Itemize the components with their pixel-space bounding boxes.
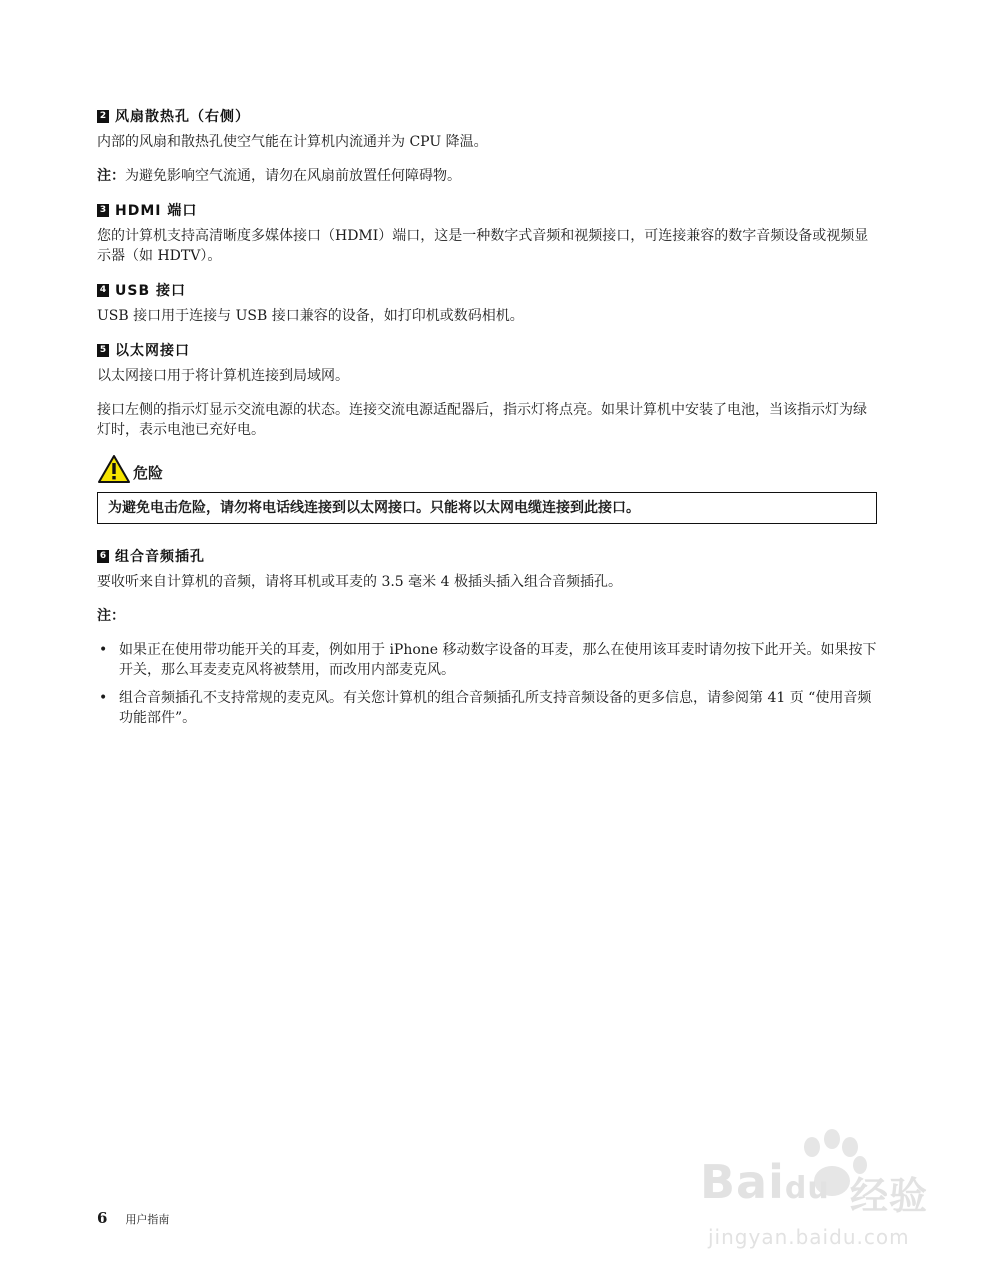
section-title: USB 接口 xyxy=(115,283,186,299)
watermark-url: jingyan.baidu.com xyxy=(708,1225,910,1249)
note-text: 为避免影响空气流通，请勿在风扇前放置任何障碍物。 xyxy=(125,168,461,184)
warning-triangle-icon xyxy=(97,454,131,484)
note-label: 注： xyxy=(97,608,125,624)
watermark-brand-du: du xyxy=(784,1171,830,1206)
section-title: 组合音频插孔 xyxy=(115,549,205,565)
baidu-watermark xyxy=(700,1125,940,1255)
ethernet-indicator-text: 接口左侧的指示灯显示交流电源的状态。连接交流电源适配器后，指示灯将点亮。如果计算机中安装了电池，当该指示灯为绿灯时，表示电池已充好电。 xyxy=(97,402,867,438)
section-heading-audio xyxy=(97,546,877,566)
note-list xyxy=(97,640,877,728)
section-body: 要收听来自计算机的音频，请将耳机或耳麦的 3.5 毫米 4 极插头插入组合音频插孔。 xyxy=(97,574,622,590)
footer-title: 用户指南 xyxy=(125,1213,170,1226)
list-item-text: 组合音频插孔不支持常规的麦克风。有关您计算机的组合音频插孔所支持音频设备的更多信息，请参阅第 41 页 “使用音频功能部件”。 xyxy=(119,690,872,726)
list-item xyxy=(97,688,877,728)
section-title: HDMI 端口 xyxy=(115,203,198,219)
watermark-tagline: 经验 xyxy=(850,1174,929,1218)
note-fan xyxy=(97,166,877,186)
section-number: 2 xyxy=(97,110,109,123)
section-number: 6 xyxy=(97,550,109,563)
note-label: 注： xyxy=(97,168,125,184)
danger-title: 危险 xyxy=(133,464,164,482)
section-title: 以太网接口 xyxy=(115,343,190,359)
section-number: 3 xyxy=(97,204,109,217)
bullet: • xyxy=(99,642,108,658)
section-heading-usb xyxy=(97,280,877,300)
section-heading-hdmi xyxy=(97,200,877,220)
section-title: 风扇散热孔（右侧） xyxy=(115,109,250,125)
bullet: • xyxy=(99,690,108,706)
danger-heading xyxy=(97,454,877,484)
watermark-brand xyxy=(700,1155,830,1209)
section-body: 内部的风扇和散热孔使空气能在计算机内流通并为 CPU 降温。 xyxy=(97,134,488,150)
section-heading-fan xyxy=(97,106,877,126)
section-number: 4 xyxy=(97,284,109,297)
section-heading-ethernet xyxy=(97,340,877,360)
list-item xyxy=(97,640,877,680)
section-number: 5 xyxy=(97,344,109,357)
section-body: 以太网接口用于将计算机连接到局域网。 xyxy=(97,368,349,384)
section-body: 您的计算机支持高清晰度多媒体接口（HDMI）端口，这是一种数字式音频和视频接口，可连接兼容的数字音频设备或视频显示器（如 HDTV）。 xyxy=(97,228,869,264)
list-item-text: 如果正在使用带功能开关的耳麦，例如用于 iPhone 移动数字设备的耳麦，那么在使用该耳麦时请勿按下此开关。如果按下开关，那么耳麦麦克风将被禁用，而改用内部麦克风。 xyxy=(119,642,877,678)
page-number: 6 xyxy=(97,1209,108,1227)
danger-box: 为避免电击危险，请勿将电话线连接到以太网接口。只能将以太网电缆连接到此接口。 xyxy=(97,492,877,524)
page-footer xyxy=(97,1209,169,1227)
note-audio-label xyxy=(97,606,877,626)
section-body: USB 接口用于连接与 USB 接口兼容的设备，如打印机或数码相机。 xyxy=(97,308,524,324)
watermark-brand-bai: Bai xyxy=(700,1155,785,1209)
page-content xyxy=(97,106,877,736)
